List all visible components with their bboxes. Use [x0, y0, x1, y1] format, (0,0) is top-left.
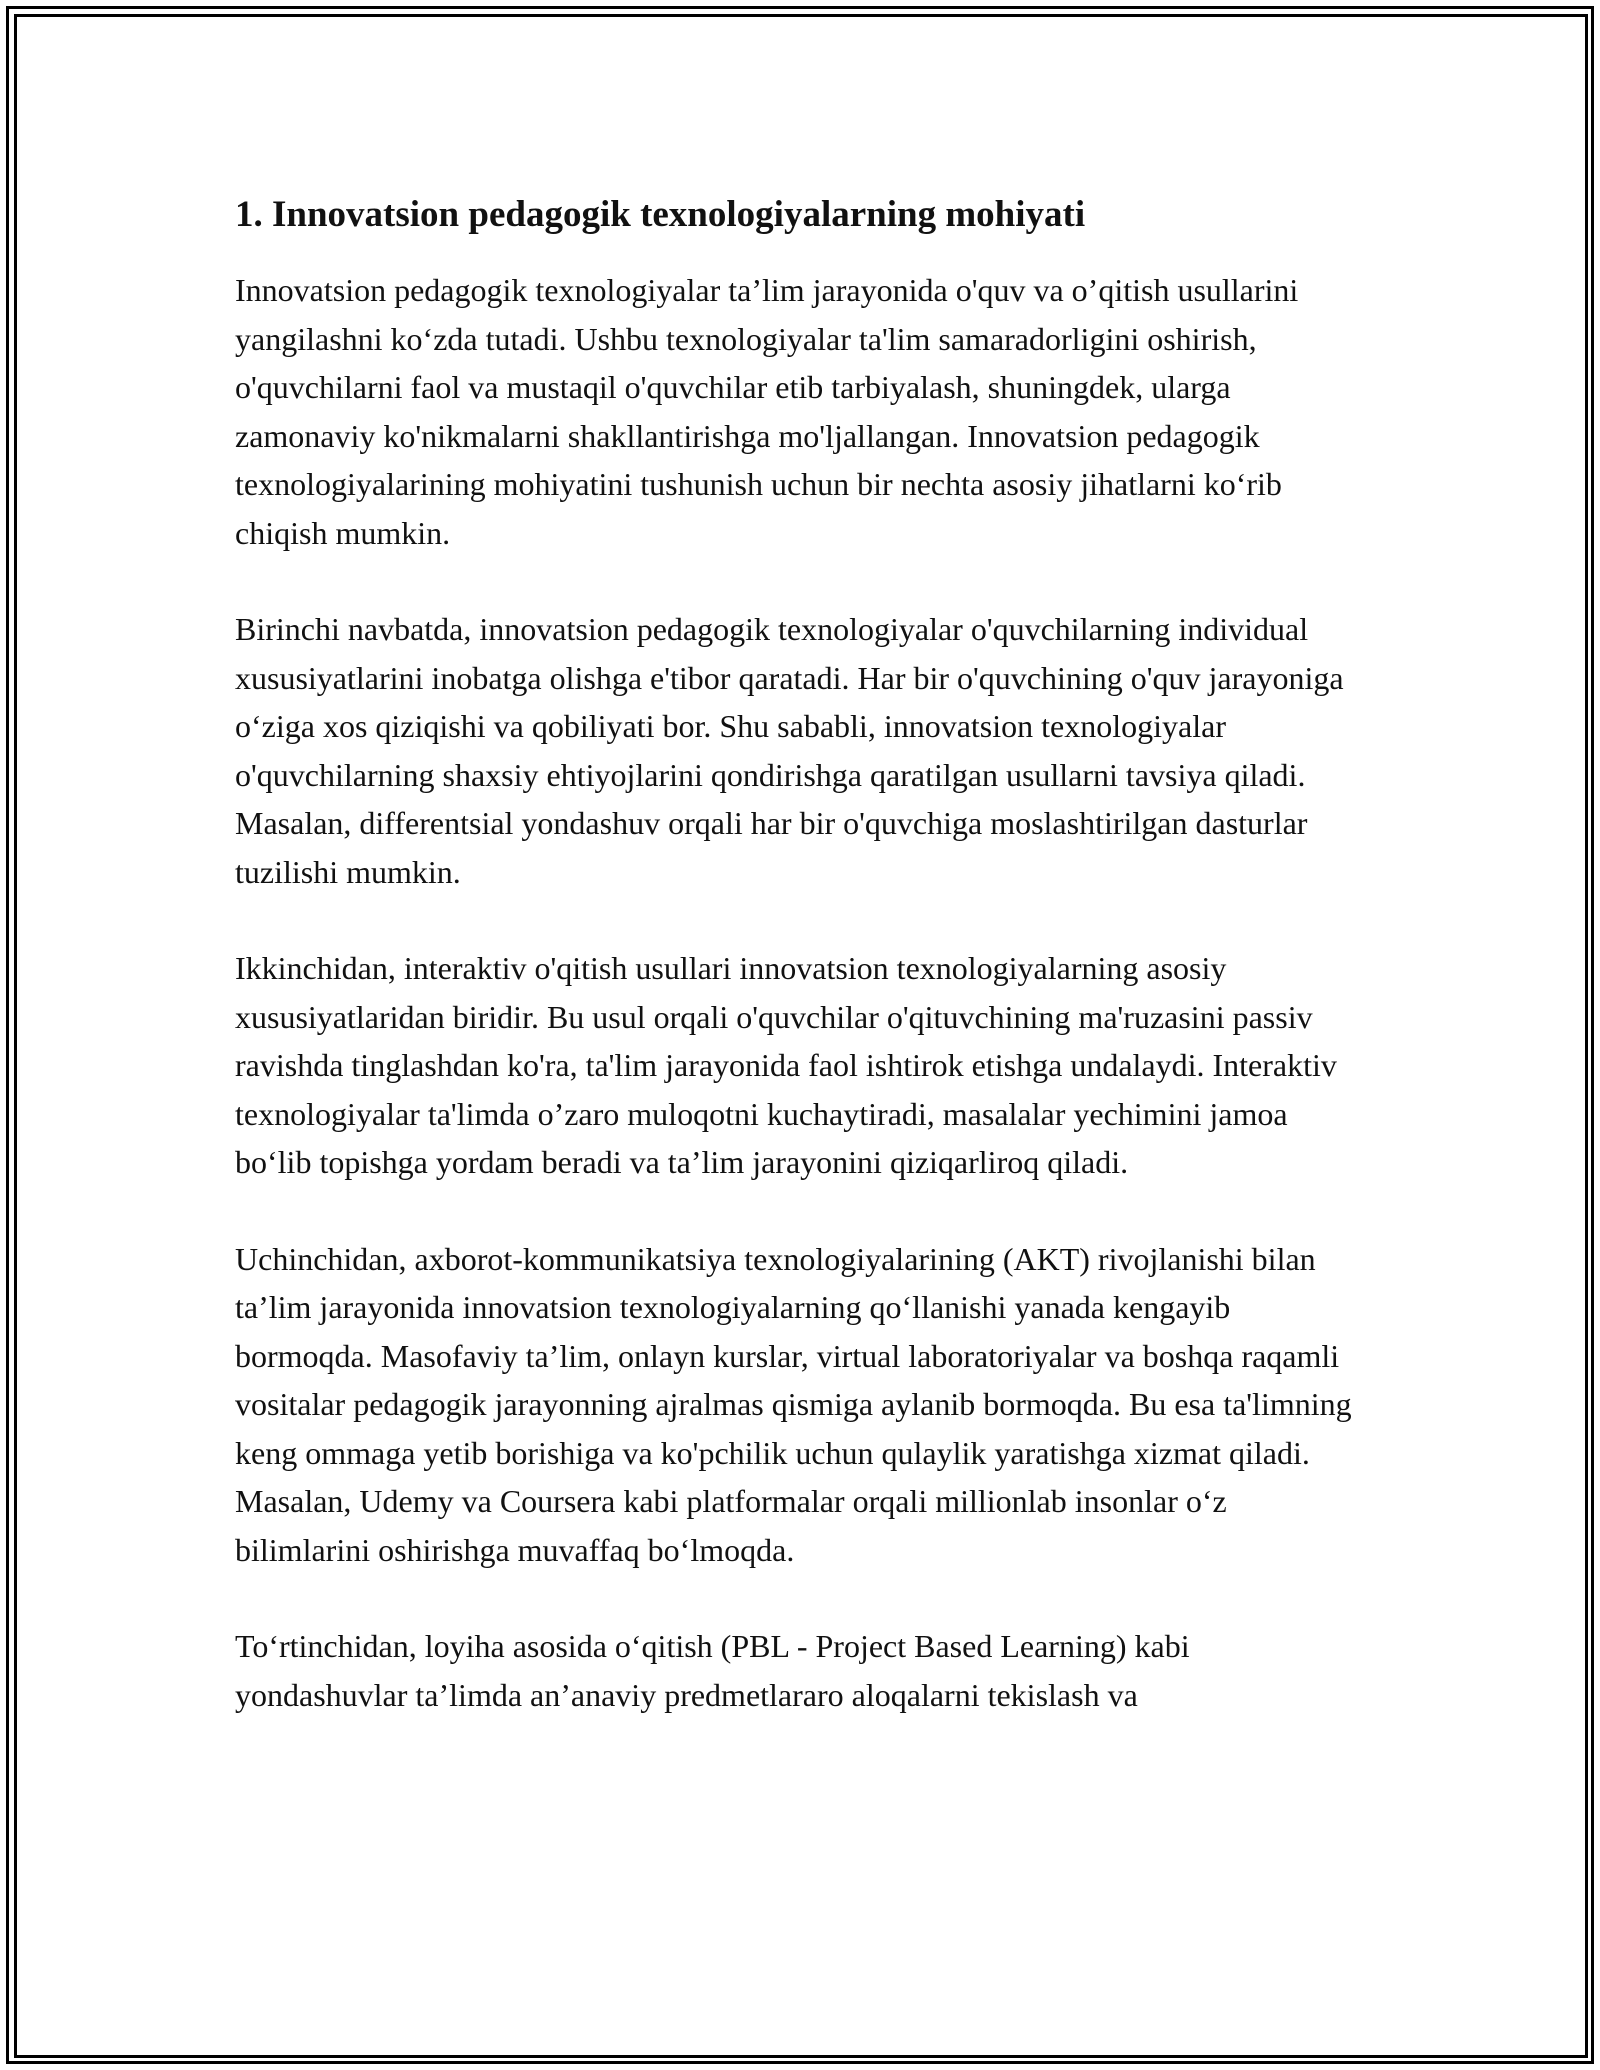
paragraph-third-point: Uchinchidan, axborot-kommunikatsiya texnologiyalarining (AKT) rivojlanishi bilan ta’lim jarayonida innovatsion texnologiyalarning qo‘llanishi yanada kengayib bormoqda. Masofaviy ta’lim, onlayn kurslar, virtual laboratoriyalar va boshqa raqamli vositalar pedagogik jarayonning ajralmas qismiga aylanib bormoqda. Bu esa ta'limning keng ommaga yetib borishiga va ko'pchilik uchun qulaylik yaratishga xizmat qiladi. Masalan, Udemy va Coursera kabi platformalar orqali millionlab insonlar o‘z bilimlarini oshirishga muvaffaq bo‘lmoqda. [235, 1240, 1352, 1568]
paragraph-first-point: Birinchi navbatda, innovatsion pedagogik texnologiyalar o'quvchilarning individual xususiyatlarini inobatga olishga e'tibor qaratadi. Har bir o'quvchining o'quv jarayoniga o‘ziga xos qiziqishi va qobiliyati bor. Shu sababli, innovatsion texnologiyalar o'quvchilarning shaxsiy ehtiyojlarini qondirishga qaratilgan usullarni tavsiya qiladi. Masalan, differentsial yondashuv orqali har bir o'quvchiga moslashtirilgan dasturlar tuzilishi mumkin. [235, 611, 1344, 890]
paragraph-fourth-point: To‘rtinchidan, loyiha asosida o‘qitish (PBL - Project Based Learning) kabi yondashuvlar ta’limda an’anaviy predmetlararo aloqalarni tekislash va [235, 1628, 1190, 1713]
document-body [235, 185, 1365, 1719]
section-heading: 1. Innovatsion pedagogik texnologiyalarning mohiyati [235, 194, 1086, 235]
paragraph-intro: Innovatsion pedagogik texnologiyalar ta’lim jarayonida o'quv va o’qitish usullarini yangilashni ko‘zda tutadi. Ushbu texnologiyalar ta'lim samaradorligini oshirish, o'quvchilarni faol va mustaqil o'quvchilar etib tarbiyalash, shuningdek, ularga zamonaviy ko'nikmalarni shakllantirishga mo'ljallangan. Innovatsion pedagogik texnologiyalarining mohiyatini tushunish uchun bir nechta asosiy jihatlarni ko‘rib chiqish mumkin. [235, 272, 1299, 551]
paragraph-second-point: Ikkinchidan, interaktiv o'qitish usullari innovatsion texnologiyalarning asosiy xususiyatlaridan biridir. Bu usul orqali o'quvchilar o'qituvchining ma'ruzasini passiv ravishda tinglashdan ko'ra, ta'lim jarayonida faol ishtirok etishga undalaydi. Interaktiv texnologiyalar ta'limda o’zaro muloqotni kuchaytiradi, masalalar yechimini jamoa bo‘lib topishga yordam beradi va ta’lim jarayonini qiziqarliroq qiladi. [235, 950, 1337, 1180]
